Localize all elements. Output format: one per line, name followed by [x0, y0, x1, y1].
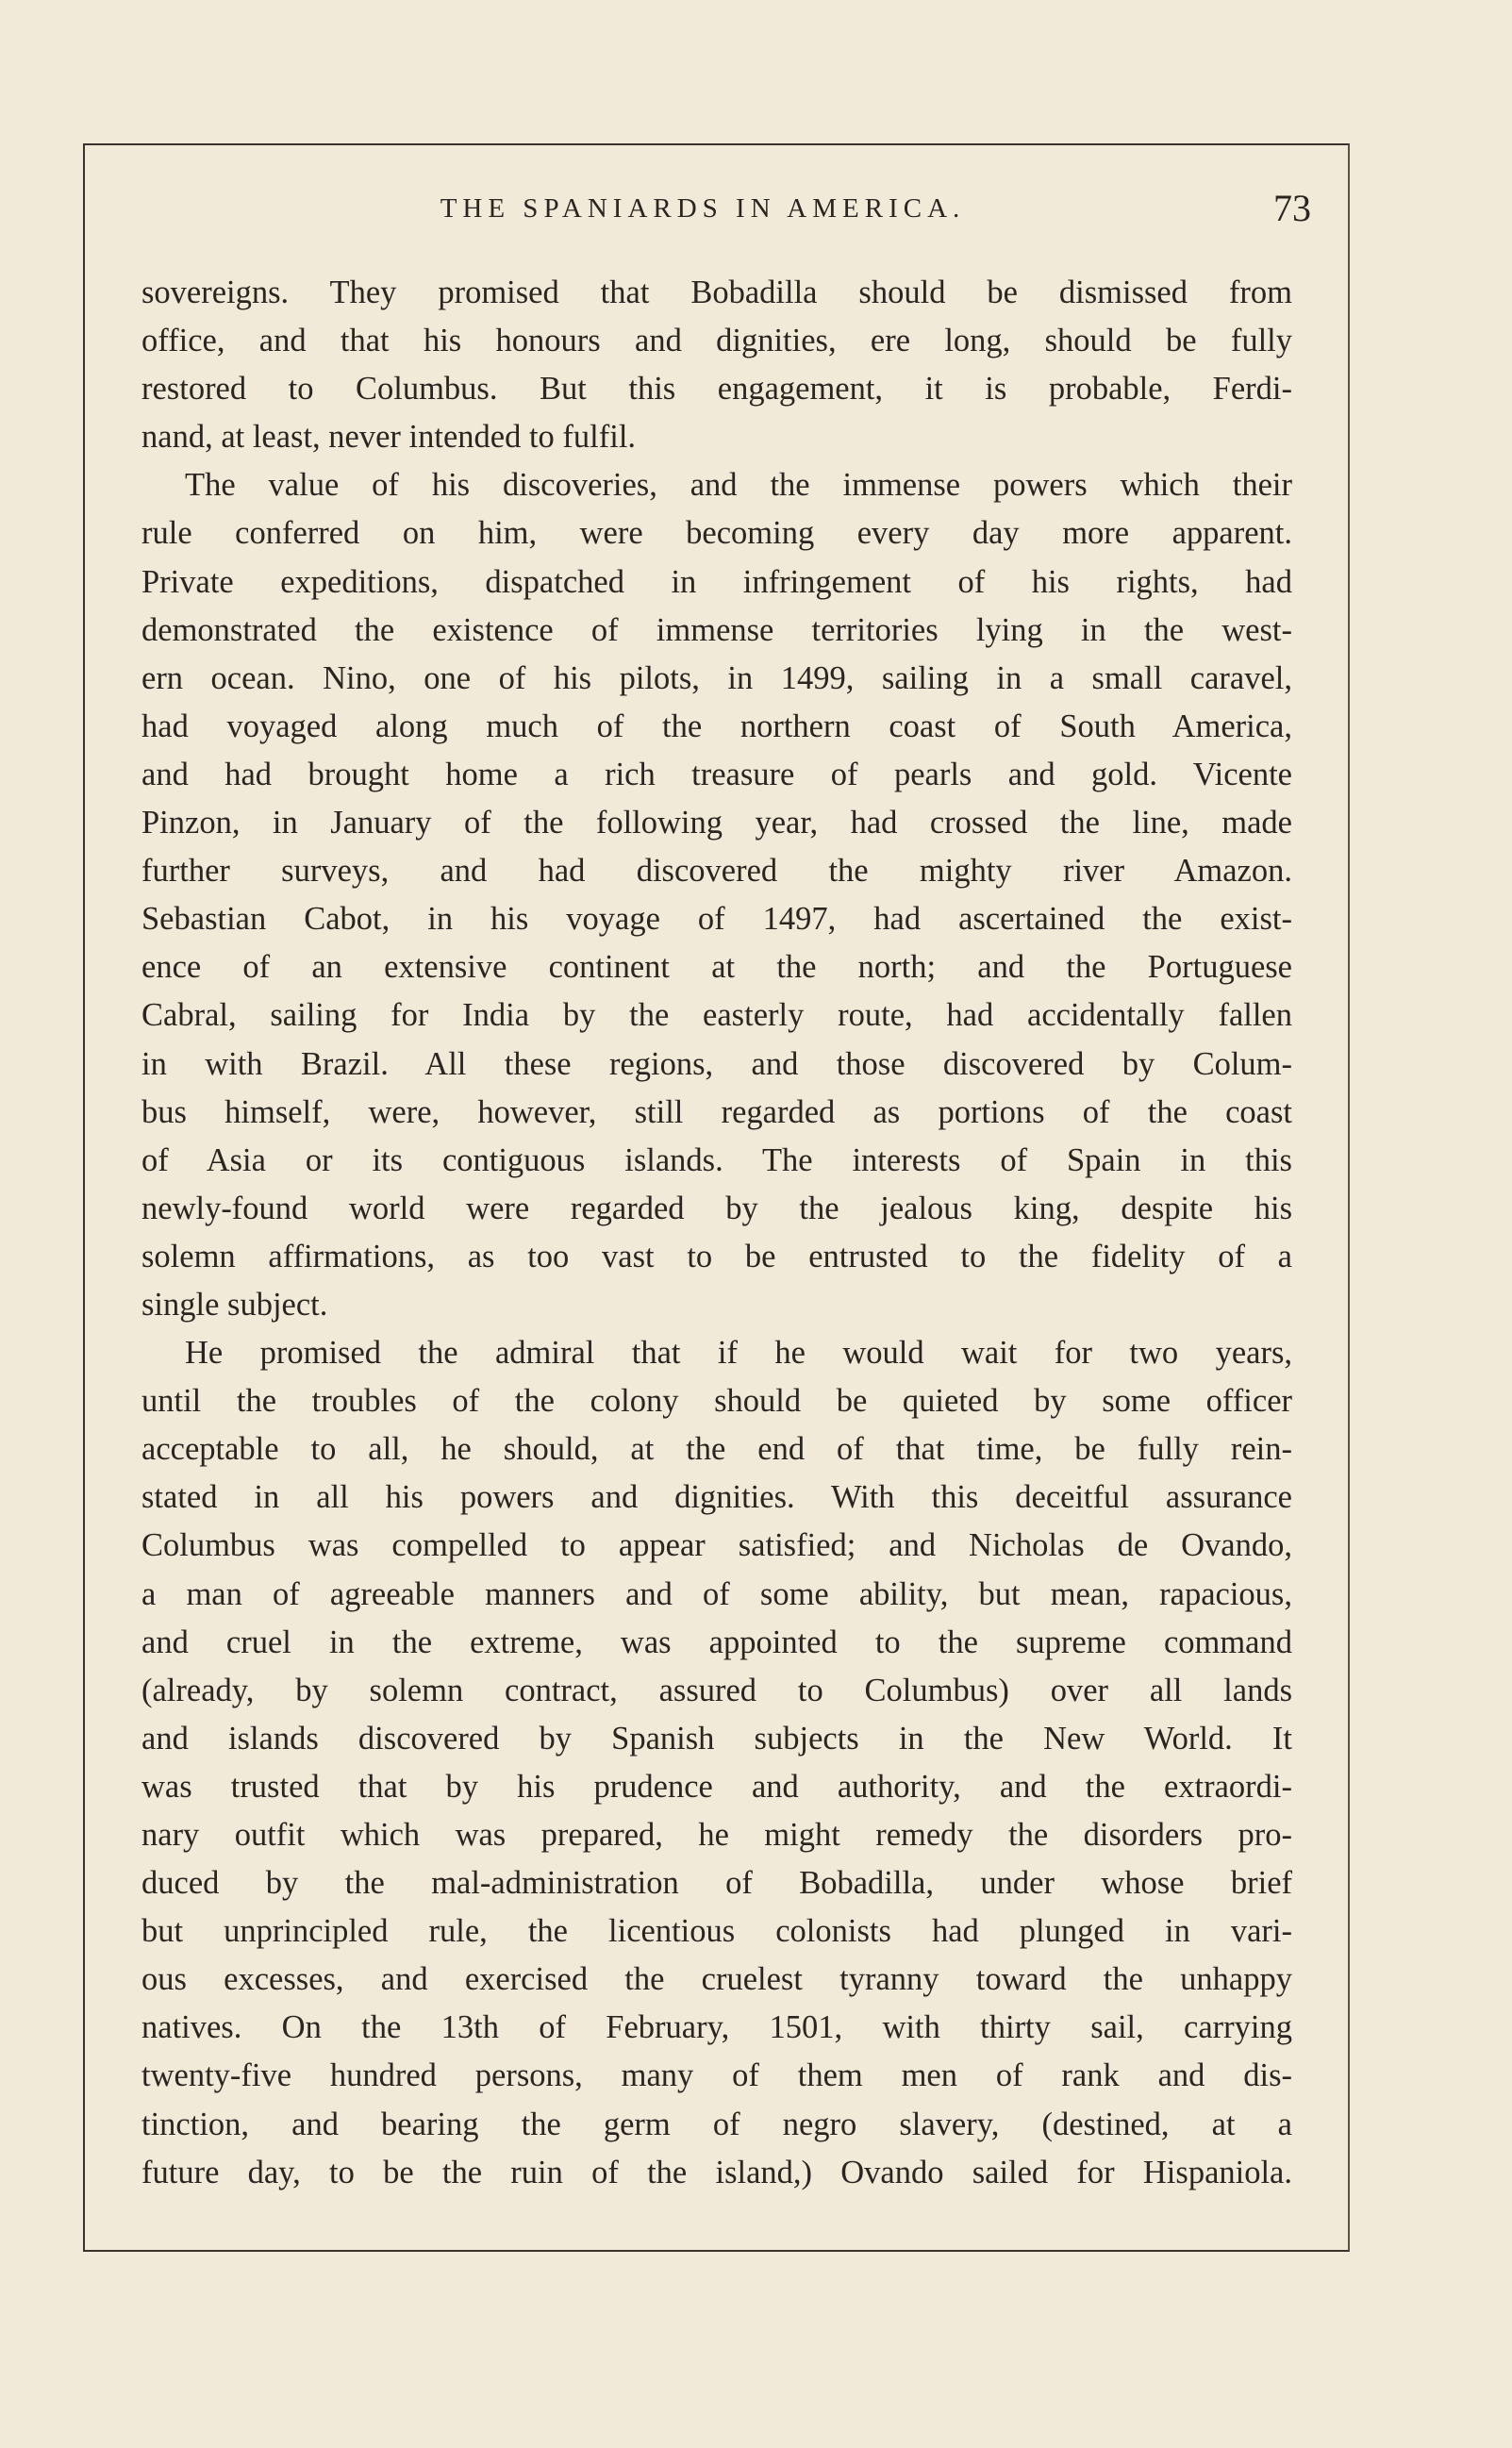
text-line: a man of agreeable manners and of some ability, but mean, rapacious, — [141, 1575, 1292, 1612]
text-line: of Asia or its contiguous islands. The interests of Spain in this — [141, 1141, 1292, 1178]
text-line: but unprincipled rule, the licentious colonists had plunged in vari- — [141, 1913, 1292, 1950]
text-line: Cabral, sailing for India by the easterly route, had accidentally fallen — [141, 997, 1292, 1034]
text-line: acceptable to all, he should, at the end of that time, be fully rein- — [141, 1431, 1292, 1468]
text-line: duced by the mal-administration of Bobadilla, under whose brief — [141, 1865, 1292, 1902]
text-line: until the troubles of the colony should be quieted by some officer — [141, 1383, 1292, 1420]
text-line: stated in all his powers and dignities. With this deceitful assurance — [141, 1479, 1292, 1516]
text-line: He promised the admiral that if he would wait for two years, — [185, 1335, 1292, 1372]
text-line: ous excesses, and exercised the cruelest tyranny toward the unhappy — [141, 1961, 1292, 1998]
text-line: and cruel in the extreme, was appointed to the supreme command — [141, 1624, 1292, 1660]
text-line: office, and that his honours and dignities, ere long, should be fully — [141, 323, 1292, 359]
text-line: restored to Columbus. But this engagement, it is probable, Ferdi- — [141, 371, 1292, 408]
text-line: and islands discovered by Spanish subjects in the New World. It — [141, 1720, 1292, 1757]
body-text — [141, 269, 1292, 2197]
text-line: and had brought home a rich treasure of pearls and gold. Vicente — [141, 756, 1292, 792]
text-line: natives. On the 13th of February, 1501, with thirty sail, carrying — [141, 2009, 1292, 2046]
text-line: rule conferred on him, were becoming every day more apparent. — [141, 515, 1292, 552]
text-line: demonstrated the existence of immense territories lying in the west- — [141, 611, 1292, 648]
text-line: single subject. — [141, 1286, 328, 1323]
text-line: ern ocean. Nino, one of his pilots, in 1499, sailing in a small caravel, — [141, 659, 1292, 696]
text-line: bus himself, were, however, still regarded as portions of the coast — [141, 1093, 1292, 1130]
text-line: Sebastian Cabot, in his voyage of 1497, had ascertained the exist- — [141, 901, 1292, 938]
running-header — [141, 184, 1311, 241]
text-line: solemn affirmations, as too vast to be entrusted to the fidelity of a — [141, 1238, 1292, 1274]
text-line: The value of his discoveries, and the immense powers which their — [185, 467, 1292, 504]
text-line: had voyaged along much of the northern coast of South America, — [141, 708, 1292, 744]
text-line: twenty-five hundred persons, many of them men of rank and dis- — [141, 2057, 1292, 2094]
text-line: future day, to be the ruin of the island,) Ovando sailed for Hispaniola. — [141, 2154, 1292, 2190]
text-line: sovereigns. They promised that Bobadilla should be dismissed from — [141, 275, 1292, 310]
text-line: in with Brazil. All these regions, and those discovered by Colum- — [141, 1045, 1292, 1082]
running-title: THE SPANIARDS IN AMERICA. — [440, 193, 966, 224]
text-line: (already, by solemn contract, assured to Columbus) over all lands — [141, 1672, 1292, 1708]
page-number: 73 — [1273, 187, 1311, 229]
text-line: Pinzon, in January of the following year, had crossed the line, made — [141, 805, 1292, 841]
text-line: was trusted that by his prudence and authority, and the extraordi- — [141, 1768, 1292, 1805]
text-line: further surveys, and had discovered the mighty river Amazon. — [141, 853, 1292, 890]
text-line: Columbus was compelled to appear satisfied; and Nicholas de Ovando, — [141, 1527, 1292, 1564]
text-line: newly-found world were regarded by the jealous king, despite his — [141, 1190, 1292, 1226]
text-line: ence of an extensive continent at the north; and the Portuguese — [141, 949, 1292, 986]
text-line: Private expeditions, dispatched in infringement of his rights, had — [141, 563, 1292, 600]
text-line: nand, at least, never intended to fulfil. — [141, 419, 637, 456]
text-line: nary outfit which was prepared, he might remedy the disorders pro- — [141, 1817, 1292, 1853]
text-line: tinction, and bearing the germ of negro slavery, (destined, at a — [141, 2106, 1292, 2142]
